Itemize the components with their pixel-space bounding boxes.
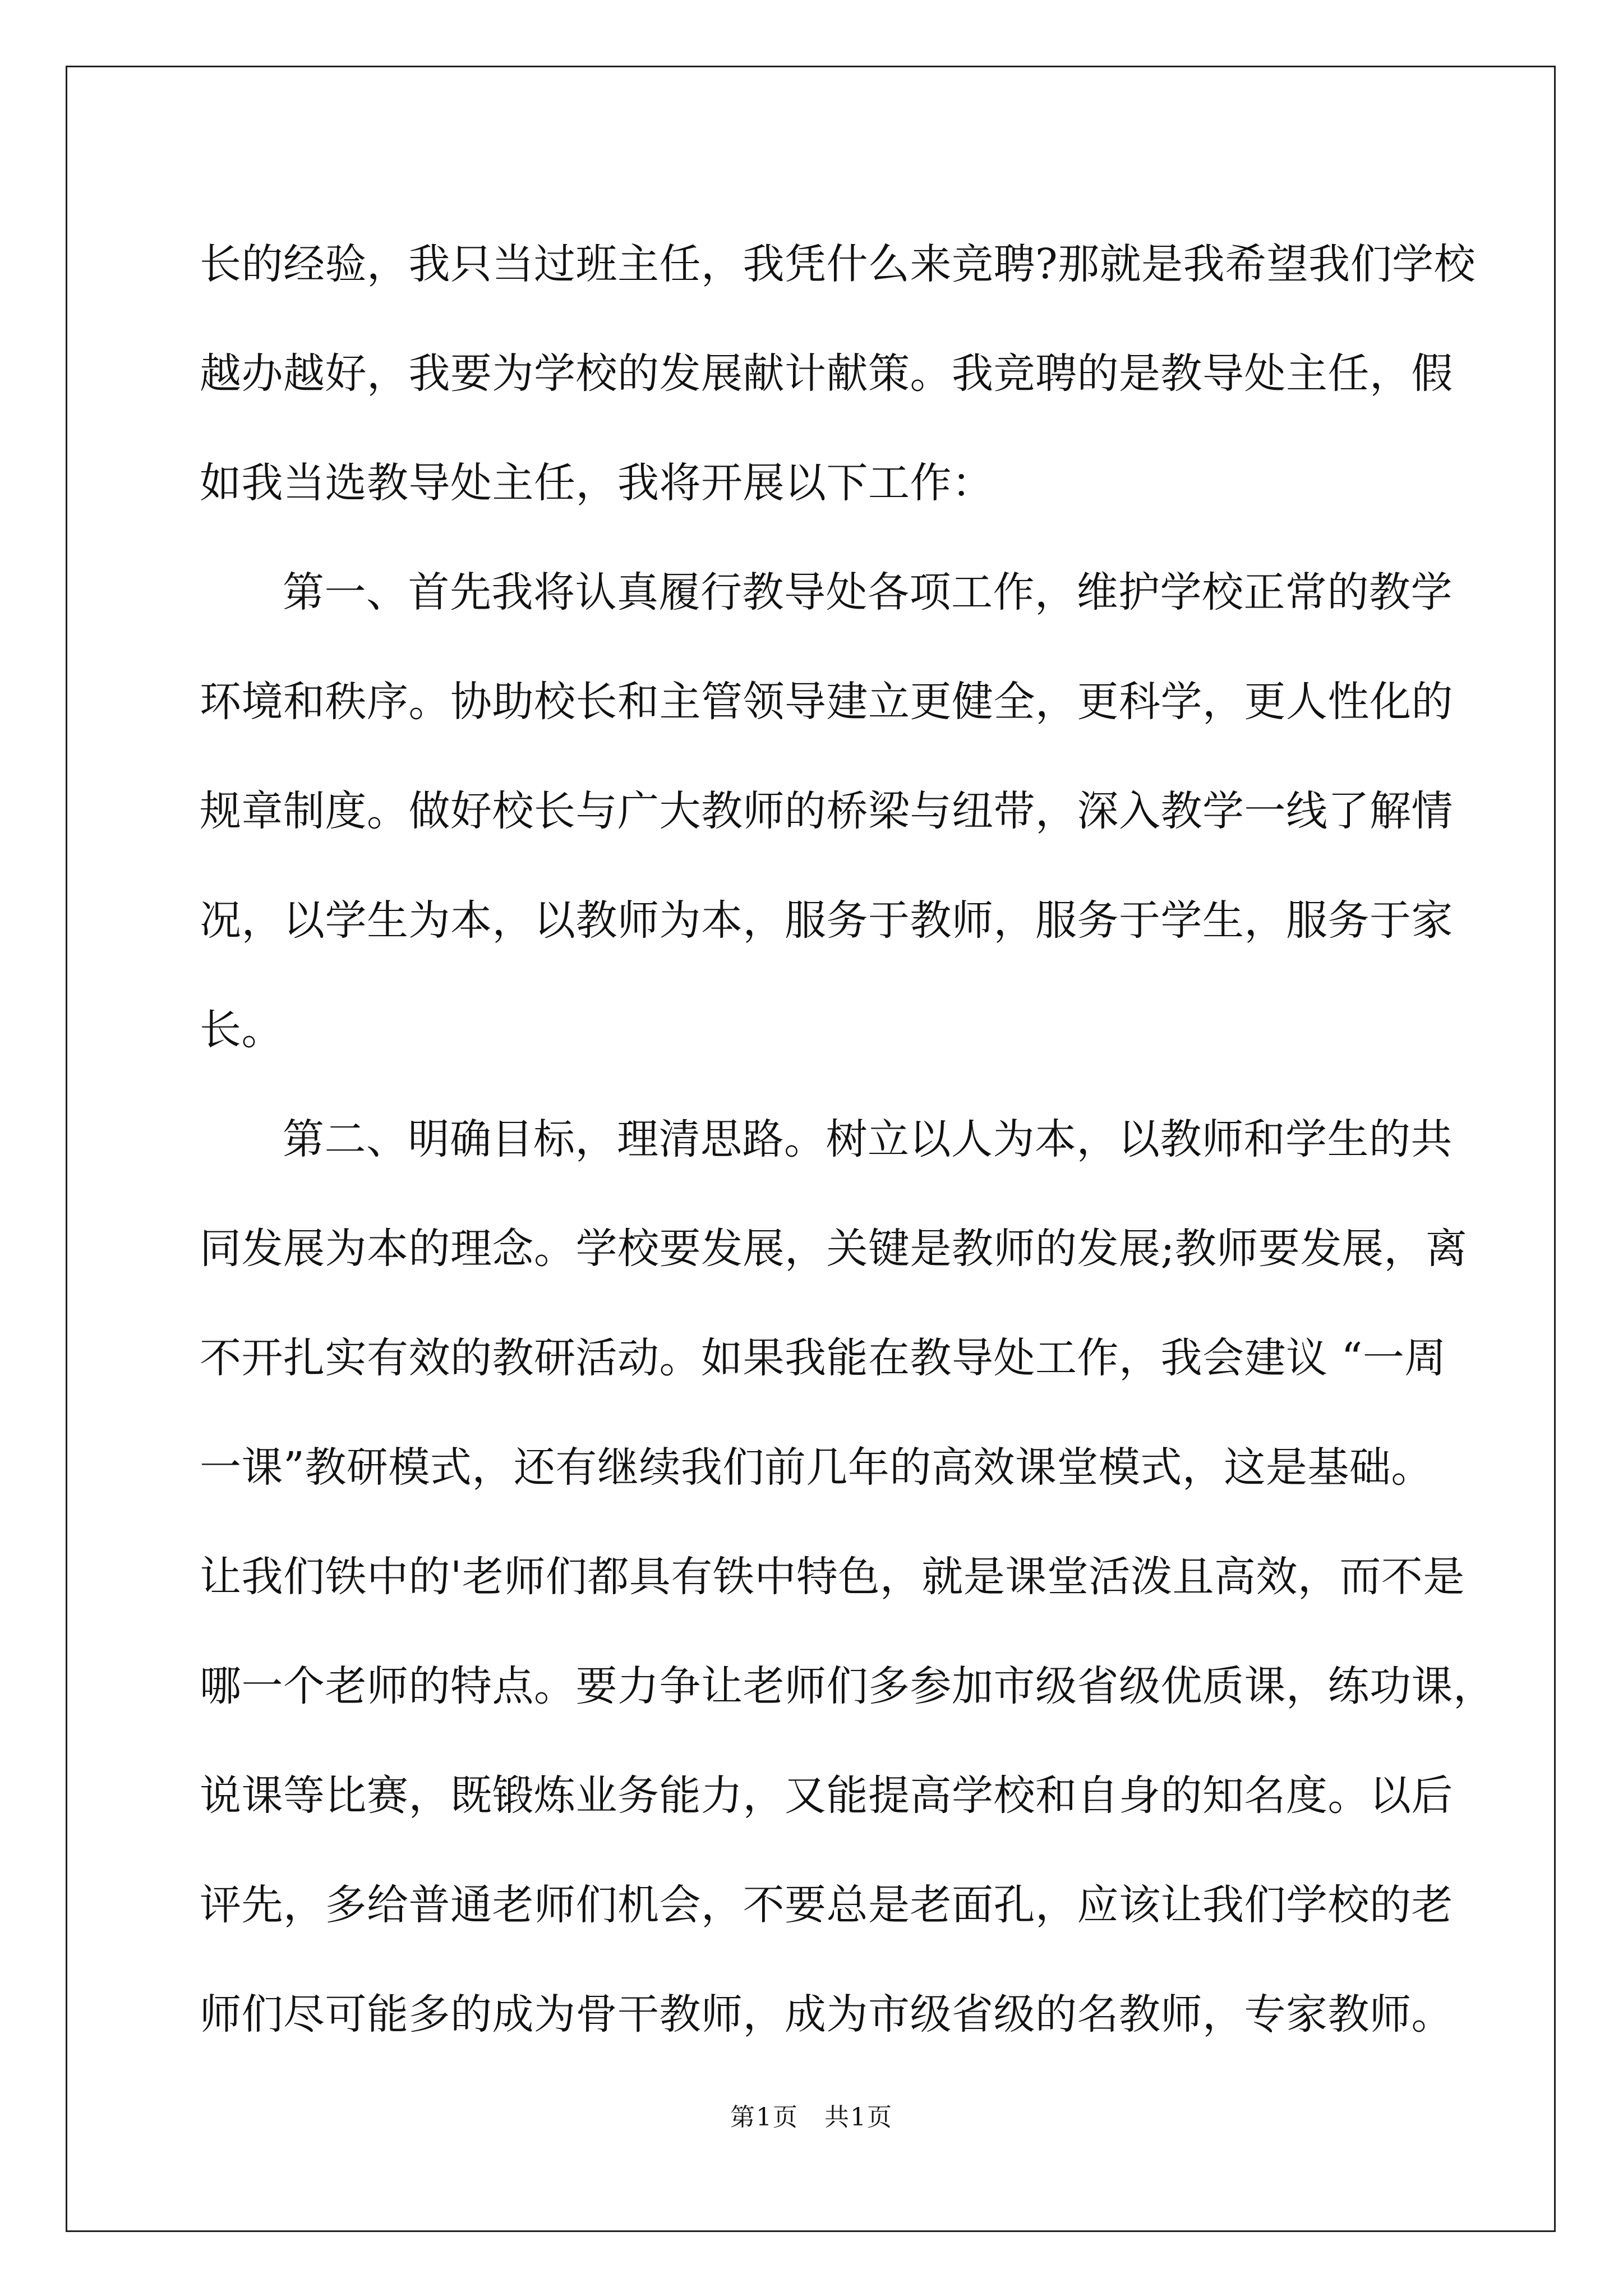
text-line: 况，以学生为本，以教师为本，服务于教师，服务于学生，服务于家 [200,896,1453,945]
text-line: 师们尽可能多的成为骨干教师，成为市级省级的名教师，专家教师。 [200,1990,1453,2039]
text-line: 长。 [200,1006,283,1054]
paragraph-first-point [200,538,1453,1085]
paragraph-intro-continued [200,210,1476,538]
paragraph-second-point [200,1085,1495,2069]
text-line: 如我当选教导处主任，我将开展以下工作： [200,459,994,507]
text-line: 越办越好，我要为学校的发展献计献策。我竞聘的是教导处主任，假 [200,349,1453,398]
text-line: 说课等比赛，既锻炼业务能力，又能提高学校和自身的知名度。以后 [200,1772,1453,1820]
text-line: 同发展为本的理念。学校要发展，关键是教师的发展;教师要发展，离 [200,1225,1468,1273]
document-body [200,210,1495,2069]
text-line: 第二、明确目标，理清思路。树立以人为本，以教师和学生的共 [283,1115,1453,1163]
text-line: 环境和秩序。协助校长和主管领导建立更健全，更科学，更人性化的 [200,678,1453,726]
text-line: 一课”教研模式，还有继续我们前几年的高效课堂模式，这是基础。 [200,1443,1433,1492]
text-line: 评先，多给普通老师们机会，不要总是老面孔，应该让我们学校的老 [200,1881,1453,1929]
text-line: 不开扎实有效的教研活动。如果我能在教导处工作，我会建议 “一周 [200,1334,1446,1382]
text-line: 让我们铁中的'老师们都具有铁中特色，就是课堂活泼且高效，而不是 [200,1553,1465,1601]
page-number-footer: 第1页 共1页 [730,2103,893,2132]
text-line: 长的经验，我只当过班主任，我凭什么来竞聘?那就是我希望我们学校 [200,240,1476,288]
text-line: 规章制度。做好校长与广大教师的桥梁与纽带，深入教学一线了解情 [200,787,1453,835]
text-line: 哪一个老师的特点。要力争让老师们多参加市级省级优质课，练功课， [200,1662,1495,1710]
text-line: 第一、首先我将认真履行教导处各项工作，维护学校正常的教学 [283,568,1453,616]
